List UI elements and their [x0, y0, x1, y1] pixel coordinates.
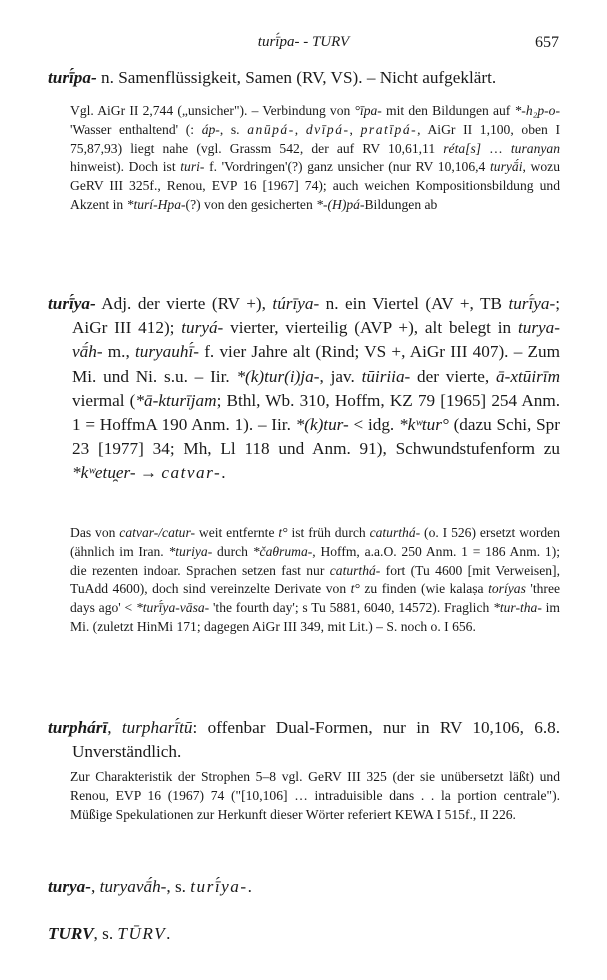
page-number: 657 [535, 34, 559, 51]
entry-turiya-note: Das von catvar-/catur- weit entfernte t° ist früh durch caturthá- (o. I 526) ersetzt worden (ähnlich im Iran. *turiya- durch *čaθruma-, Hoffm, a.a.O. 250 Anm. 1 = 186 Anm. 1); die rezenten indoar. Sprachen setzen fast nur caturthá- fort (Tu 4600 [mit Verweisen], TuAdd 4600), doch sind vereinzelte Derivate von t° zu finden (wie kalaṣa toríyas 'three days ago' < *turī́ya-vāsa- 'the fourth day'; s Tu 5881, 6040, 14572). Fraglich *tur-tha- im Mi. (zuletzt HinMi 171; dagegen AiGr III 349, mit Lit.) – S. noch o. I 656. [70, 525, 561, 634]
entry-turiya [48, 292, 560, 486]
entry-turipa-note: Vgl. AiGr II 2,744 („unsicher"). – Verbindung von °īpa- mit den Bildungen auf *-h₂p-o- 'Wasser enthaltend' (: áp-, s. anūpá-, dvīpá-, pratīpá-, AiGr II 1,100, oben I 75,87,93) liegt nahe (vgl. Grassm 542, der auf RV 10,61,11 réta[s] … turanyan hinweist). Doch ist turi- f. 'Vordringen'(?) ganz unsicher (nur RV 10,106,4 turyā́i, wozu GeRV III 325f., Renou, EVP 16 [1967] 74); auch weichen Kompositionsbildung und Akzent in *turí-Hpa-(?) von den gesicherten *-(H)pá-Bildungen ab [70, 103, 561, 212]
entry-turya-main: turya-, turyavā́h-, s. turī́ya-. [48, 877, 252, 896]
entry-turipa [48, 66, 560, 90]
entry-turphari-note: Zur Charakteristik der Strophen 5–8 vgl. GeRV III 325 (der sie unübersetzt läßt) und Renou, EVP 16 (1967) 74 ("[10,106] … intraduisible dans . . la portion centrale"). Müßige Spekulationen zur Herkunft dieser Wörter referiert KEWA I 515f., II 226. [70, 769, 560, 822]
running-header [0, 34, 607, 54]
entry-turv [48, 922, 560, 946]
running-title: turī́pa- - TURV [257, 34, 350, 50]
entry-turv-main: TURV, s. TŪRV. [48, 924, 171, 943]
entry-turya [48, 875, 560, 899]
entry-turphari [48, 716, 560, 764]
entry-turiya-main: turī́ya- Adj. der vierte (RV +), túrīya- n. ein Viertel (AV +, TB turī́ya-; AiGr III 412); turyá- vierter, vierteilig (AVP +), alt belegt in turya-vā́h- m., turyauhī́- f. vier Jahre alt (Rind; VS +, AiGr III 407). – Zum Mi. und Ni. s.u. – Iir. *(k)tur(i)ja-, jav. tūiriia- der vierte, ā-xtūirīm viermal (*ā-kturījam; Bthl, Wb. 310, Hoffm, KZ 79 [1965] 254 Anm. 1 = HoffmA 190 Anm. 1). – Iir. *(k)tur- < idg. *kʷtur° (dazu Schi, Spr 23 [1977] 34; Mh, Ll 118 und Anm. 91), Schwundstufenform zu *kʷetu̯er- → catvar-. [48, 294, 561, 483]
entry-turphari-main: turphárī, turpharī́tū: offenbar Dual-Formen, nur in RV 10,106, 6.8. Unverständlich. [48, 718, 561, 762]
entry-turipa-main: turī́pa- n. Samenflüssigkeit, Samen (RV, VS). – Nicht aufgeklärt. [48, 68, 497, 87]
